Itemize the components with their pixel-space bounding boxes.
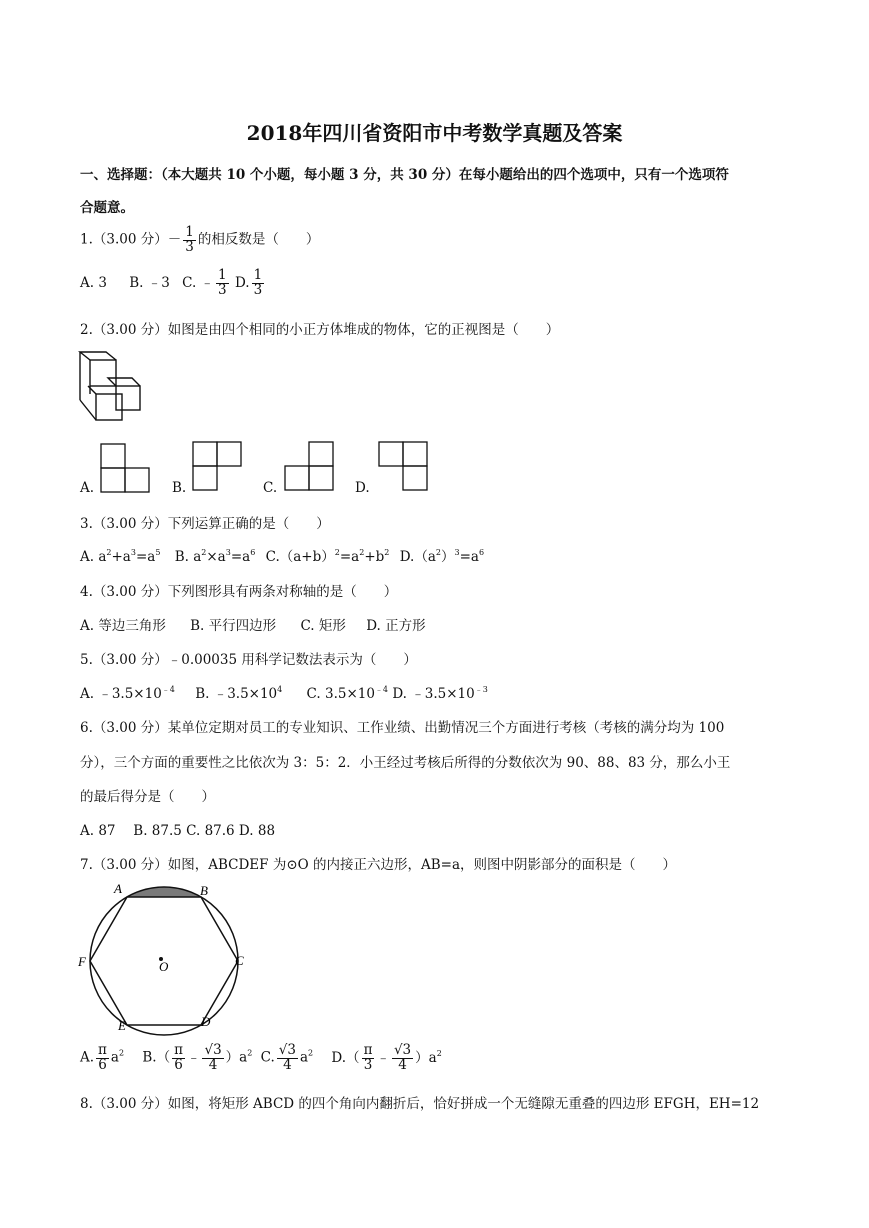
- section-heading-line1: 一、选择题：（本大题共 10 个小题，每小题 3 分，共 30 分）在每小题给出的四个选项中，只有一个选项符: [80, 167, 729, 183]
- q1-options: [80, 269, 266, 297]
- q2-option-b-label: B.: [172, 480, 187, 496]
- q1-option-d: D. $\frac{1}{3}$: [234, 267, 263, 298]
- q5-option-c: C. $3.5\times 10^{﹣4}$: [306, 685, 389, 702]
- q1-option-c: C. ﹣ $\frac{1}{3}$: [182, 267, 227, 298]
- q3-option-c: $C.(a+b)^2=a^2+b^2$: [265, 548, 390, 565]
- q3-option-a: A. $a^2+a^3=a^5$: [80, 548, 161, 565]
- question-2: 2.（3.00 分）如图是由四个相同的小正方体堆成的物体，它的正视图是（ ）: [80, 322, 560, 338]
- q1-option-a: A. 3: [80, 274, 107, 291]
- question-1: [80, 226, 319, 254]
- q7-hexagon-figure: [76, 878, 256, 1036]
- question-7: 7.（3.00 分）如图，ABCDEF 为⊙O 的内接正六边形，AB=a，则图中阴影部分的面积是（ ）: [80, 857, 677, 873]
- label-e: E: [118, 1018, 126, 1033]
- q3-option-d: $D.(a^2)^3=a^6$: [399, 548, 485, 565]
- q5-option-d: D. $﹣3.5\times 10^{﹣3}$: [392, 685, 488, 702]
- q1-prefix: 1.（3.00 分）－: [80, 231, 182, 248]
- label-a: A: [114, 881, 122, 896]
- q1-option-b: B. ﹣3: [129, 274, 170, 291]
- page-title: 2018年四川省资阳市中考数学真题及答案: [246, 121, 623, 145]
- q7-option-c: C. $\frac{√3}{4}$ $a^2$: [260, 1042, 314, 1073]
- label-b: B: [200, 883, 208, 898]
- q2-option-a-label: A.: [80, 480, 95, 496]
- q5-options: [80, 682, 488, 702]
- q1-fraction: $\frac{1}{3}$: [185, 224, 194, 255]
- question-6-line1: 6.（3.00 分）某单位定期对员工的专业知识、工作业绩、出勤情况三个方面进行考核（考核的满分均为 100: [80, 720, 725, 736]
- q7-option-b: B.（ $\frac{\pi}{6}$ ﹣ $\frac{√3}{4}$ ）$a^2$: [142, 1042, 253, 1073]
- q6-options: A. 87 B. 87.5 C. 87.6 D. 88: [80, 823, 276, 839]
- q5-option-a: A. $﹣3.5\times 10^{﹣4}$: [80, 685, 175, 702]
- q2-option-b-figure: [192, 441, 244, 491]
- q2-option-a-figure: [100, 443, 152, 493]
- question-6-line2: 分），三个方面的重要性之比依次为 3：5：2．小王经过考核后所得的分数依次为 90、88、83 分，那么小王: [80, 755, 731, 771]
- q2-option-d-figure: [378, 441, 430, 491]
- q2-option-d-label: D.: [355, 480, 370, 496]
- question-8: 8.（3.00 分）如图，将矩形 ABCD 的四个角向内翻折后，恰好拼成一个无缝隙无重叠的四边形 EFGH，EH=12: [80, 1096, 760, 1112]
- q3-options: [80, 545, 484, 565]
- label-c: C: [235, 953, 244, 968]
- q2-option-c-label: C.: [263, 480, 278, 496]
- question-5: 5.（3.00 分）﹣0.00035 用科学记数法表示为（ ）: [80, 652, 417, 668]
- q3-option-b: B. $a^2\times a^3=a^6$: [174, 548, 256, 565]
- section-heading-line2: 合题意。: [80, 200, 134, 216]
- q7-option-d: D.（ $\frac{\pi}{3}$ ﹣ $\frac{√3}{4}$ ）$a^2$: [331, 1042, 442, 1073]
- question-4: 4.（3.00 分）下列图形具有两条对称轴的是（ ）: [80, 584, 398, 600]
- q5-option-b: B. $﹣3.5\times 10^4$: [195, 685, 283, 702]
- q4-option-a: A. 等边三角形: [80, 618, 166, 634]
- q4-options: [80, 614, 426, 634]
- q7-option-a: A. $\frac{\pi}{6}$ $a^2$: [80, 1042, 125, 1073]
- label-f: F: [78, 954, 86, 969]
- q7-options: [80, 1044, 442, 1072]
- q4-option-c: C. 矩形: [300, 618, 346, 634]
- q1-suffix: 的相反数是（ ）: [197, 231, 320, 248]
- question-3: 3.（3.00 分）下列运算正确的是（ ）: [80, 516, 330, 532]
- q2-cube-figure: [76, 350, 148, 424]
- label-d: D: [201, 1014, 211, 1029]
- q4-option-b: B. 平行四边形: [190, 618, 277, 634]
- question-6-line3: 的最后得分是（ ）: [80, 789, 215, 805]
- q2-option-c-figure: [284, 441, 336, 491]
- label-o: O: [159, 959, 169, 974]
- q4-option-d: D. 正方形: [366, 618, 426, 634]
